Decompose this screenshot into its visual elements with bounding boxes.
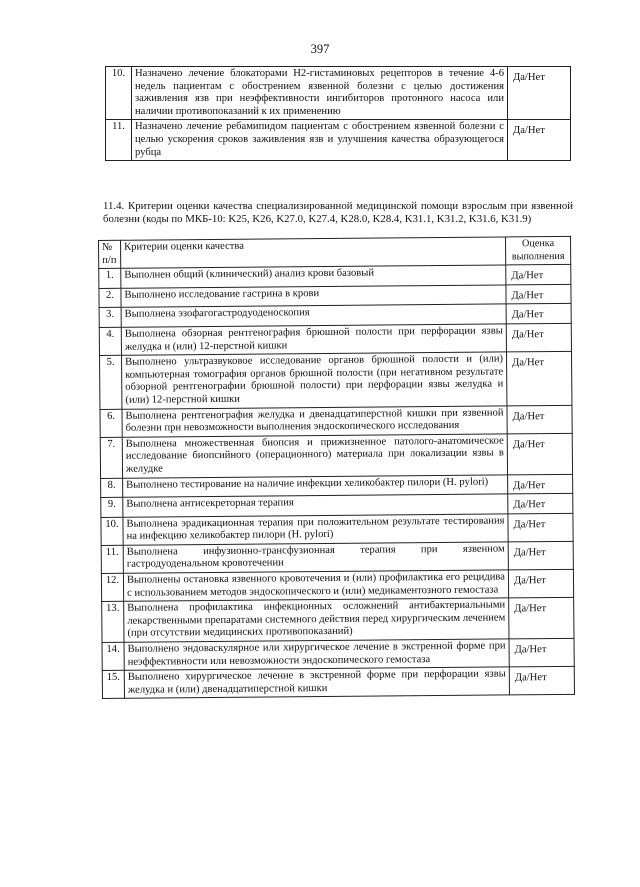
evaluation-value: Да/Нет [508, 513, 573, 542]
row-number: 10. [101, 517, 123, 545]
row-number: 1. [99, 268, 121, 288]
section-caption: 11.4. Критерии оценки качества специализированной медицинской помощи взрослым при язвенной болезни (коды по МКБ-10: K25, K26, K27.0, K27.4, K28.0, K28.4, K31.1, K31.2, K31.6, K31.9) [103, 200, 573, 225]
criterion-text: Выполнено эндоваскулярное или хирургическое лечение в экстренной форме при неэффективности или невозможности эндоскопического гемостаза [124, 639, 509, 671]
table-row [101, 569, 573, 601]
table-row [106, 120, 571, 161]
row-number: 11. [106, 120, 132, 161]
row-number: 12. [101, 573, 123, 601]
table-row [100, 352, 572, 409]
header-criteria: Критерии оценки качества [121, 237, 506, 269]
row-number: 15. [102, 671, 124, 699]
row-number: 3. [99, 308, 121, 328]
criterion-text: Выполнена множественная биопсия и прижизненное патолого-анатомическое исследование биопсийного (операционного) материала при локализации язвы в желудке [122, 434, 507, 478]
row-number: 2. [99, 288, 121, 308]
criterion-text: Выполнена эзофагогастродуоденоскопия [121, 304, 506, 327]
table-row [102, 598, 574, 643]
page-number: 397 [310, 42, 330, 56]
row-number: 14. [102, 642, 124, 670]
criterion-text: Выполнены остановка язвенного кровотечения и (или) профилактика его рецидива с использованием методов эндоскопического и (или) медикаментозного гемостаза [123, 570, 508, 602]
row-number: 8. [101, 478, 123, 498]
header-number: № п/п [99, 240, 121, 268]
criterion-text: Выполнено хирургическое лечение в экстренной форме при перфорации язвы желудка и (или) двенадцатиперстной кишки [124, 667, 509, 699]
table-row [100, 405, 572, 437]
criterion-text: Выполнена профилактика инфекционных осложнений антибактериальными лекарственными препаратами системного действия перед хирургическим лечением (при отсутствии медицинских противопоказаний) [124, 598, 509, 642]
table-header-row [99, 236, 571, 268]
criterion-text: Выполнена эрадикационная терапия при положительном результате тестирования на инфекцию хеликобактер пилори (H. pylori) [123, 514, 508, 546]
evaluation-value: Да/Нет [508, 474, 573, 494]
row-number: 6. [100, 409, 122, 437]
criterion-text: Выполнено тестирование на наличие инфекции хеликобактер пилори (H. pylori) [123, 474, 508, 497]
evaluation-value: Да/Нет [506, 284, 571, 304]
row-number: 13. [102, 602, 124, 643]
table-row [101, 541, 573, 573]
criterion-text: Назначено лечение блокаторами Н2-гистаминовых рецепторов в течение 4-6 недель пациентам с обострением язвенной болезни с целью достижения заживления язв при неэффективности ингибиторов протонного насоса или наличии противопоказаний к их применению [132, 67, 508, 120]
evaluation-value: Да/Нет [509, 598, 574, 639]
table-row [101, 513, 573, 545]
evaluation-value: Да/Нет [509, 667, 574, 696]
criterion-text: Выполнена обзорная рентгенография брюшной полости при перфорации язвы желудка и (или) 12-перстной кишки [121, 324, 506, 356]
row-number: 9. [101, 497, 123, 517]
row-number: 5. [100, 355, 122, 409]
table-row [106, 67, 571, 120]
evaluation-value: Да/Нет [509, 638, 574, 667]
evaluation-value: Да/Нет [506, 352, 571, 406]
criterion-text: Выполнено исследование гастрина в крови [121, 285, 506, 308]
evaluation-value: Да/Нет [506, 304, 571, 324]
table-row [100, 433, 572, 478]
evaluation-value: Да/Нет [506, 323, 571, 352]
row-number: 4. [99, 327, 121, 355]
evaluation-value: Да/Нет [508, 569, 573, 598]
evaluation-value: Да/Нет [508, 493, 573, 513]
criterion-text: Выполнена антисекреторная терапия [123, 494, 508, 517]
row-number: 10. [106, 67, 132, 120]
evaluation-value: Да/Нет [507, 405, 572, 434]
evaluation-value: Да/Нет [508, 120, 571, 161]
criteria-table-continued [105, 66, 571, 161]
evaluation-value: Да/Нет [507, 433, 572, 474]
row-number: 11. [101, 545, 123, 573]
criterion-text: Выполнен общий (клинический) анализ крови базовый [121, 265, 506, 288]
quality-criteria-table [98, 236, 575, 700]
row-number: 7. [100, 437, 122, 478]
criterion-text: Выполнена инфузионно-трансфузионная терапия при язвенном гастродуоденальном кровотечении [123, 542, 508, 574]
evaluation-value: Да/Нет [506, 265, 571, 285]
evaluation-value: Да/Нет [508, 67, 571, 120]
criterion-text: Назначено лечение ребамипидом пациентам с обострением язвенной болезни с целью ускорения сроков заживления язв и улучшения качества образующегося рубца [132, 120, 508, 161]
table-row [102, 638, 574, 670]
criterion-text: Выполнена рентгенография желудка и двенадцатиперстной кишки при язвенной болезни при невозможности выполнения эндоскопического исследования [122, 405, 507, 437]
evaluation-value: Да/Нет [508, 541, 573, 570]
table-row [99, 323, 571, 355]
header-evaluation: Оценка выполнения [505, 236, 570, 265]
criterion-text: Выполнено ультразвуковое исследование органов брюшной полости и (или) компьютерная томография органов брюшной полости (при негативном результате обзорной рентгенографии брюшной полости) при перфорации язвы желудка и (или) 12-перстной кишки [122, 352, 507, 409]
table-row [102, 667, 574, 699]
